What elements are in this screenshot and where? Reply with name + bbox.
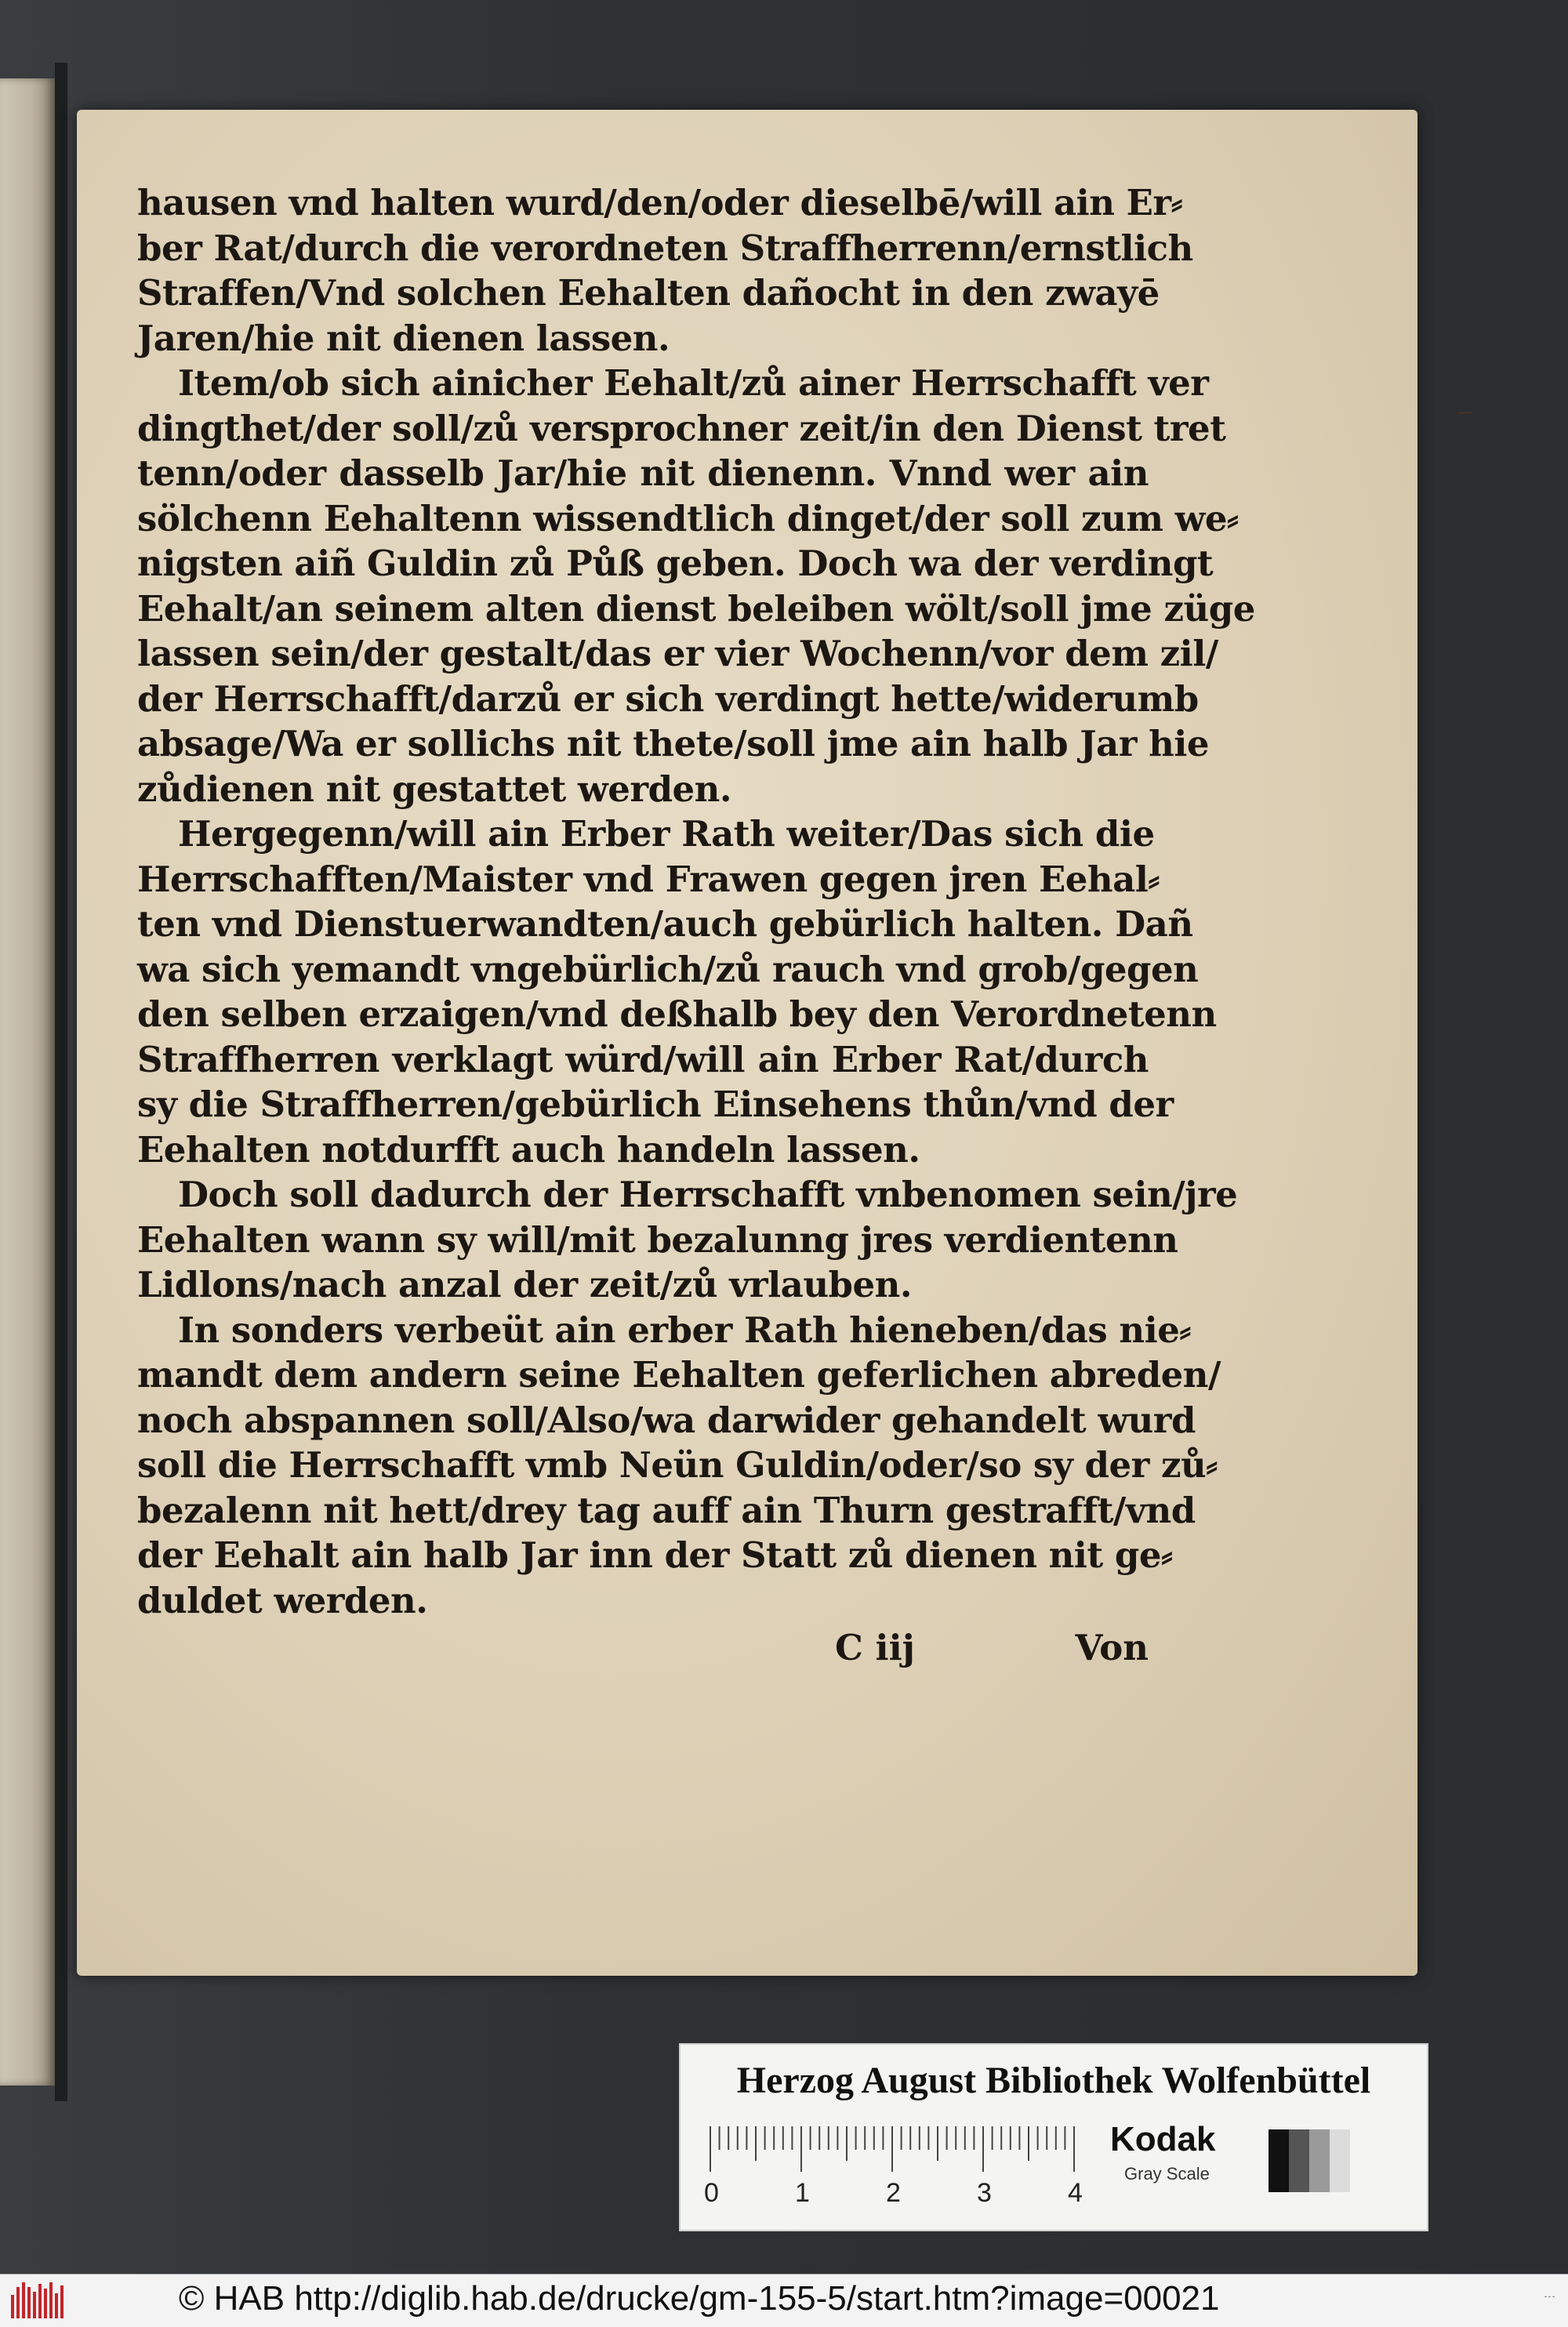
logo-bar	[27, 2287, 31, 2318]
measuring-ruler	[704, 2123, 1083, 2209]
ruler-number: 2	[886, 2178, 901, 2208]
ruler-number: 4	[1068, 2178, 1083, 2208]
previous-page-edge	[0, 78, 55, 2086]
ruler-number: 1	[795, 2178, 810, 2208]
text-line: Eehalten notdurfft auch handeln lassen.	[137, 1128, 920, 1171]
logo-bar	[49, 2282, 53, 2318]
text-line: Straffherren verklagt würd/will ain Erber Rat/durch	[137, 1038, 1149, 1080]
text-line: Herrschafften/Maister vnd Frawen gegen jren Eehal⸗	[137, 858, 1160, 900]
text-line: soll die Herrschafft vmb Neün Guldin/oder/so sy der zů⸗	[137, 1444, 1218, 1486]
text-line: In sonders verbeüt ain erber Rath hieneben/das nie⸗	[178, 1309, 1191, 1351]
text-line: Straffen/Vnd solchen Eehalten dañocht in den zwayē	[137, 272, 1160, 314]
catchword: Von	[1075, 1627, 1149, 1668]
text-line: der Eehalt ain halb Jar inn der Statt zů dienen nit ge⸗	[137, 1534, 1173, 1576]
logo-bar	[55, 2293, 58, 2318]
text-line: dingthet/der soll/zů versprochner zeit/in den Dienst tret	[137, 407, 1226, 449]
swatch-light-gray	[1330, 2129, 1350, 2192]
swatch-dark-gray	[1289, 2129, 1309, 2192]
ruler-number: 3	[977, 2178, 992, 2208]
text-line: Doch soll dadurch der Herrschafft vnbenomen sein/jre	[178, 1174, 1238, 1215]
logo-bar	[16, 2287, 20, 2318]
text-line: ber Rat/durch die verordneten Straffherrenn/ernstlich	[137, 227, 1193, 269]
text-line: nigsten aiñ Guldin zů Půß geben. Doch wa der verdingt	[137, 543, 1214, 584]
text-line: Lidlons/nach anzal der zeit/zů vrlauben.	[137, 1264, 913, 1305]
book-gutter	[55, 63, 67, 2101]
text-line: noch abspannen soll/Also/wa darwider gehandelt wurd	[137, 1399, 1196, 1441]
logo-bar	[11, 2295, 14, 2318]
hab-logo-icon	[9, 2282, 67, 2318]
logo-bar	[38, 2284, 42, 2318]
viewer-footer	[0, 2274, 1568, 2327]
logo-bar	[22, 2282, 25, 2318]
text-line: Hergegenn/will ain Erber Rath weiter/Das sich die	[178, 813, 1155, 855]
kodak-logo: Kodak	[1110, 2120, 1216, 2158]
text-line: lassen sein/der gestalt/das er vier Wochenn/vor dem zil/	[137, 633, 1218, 674]
ruler-number: 0	[704, 2178, 719, 2208]
text-line: tenn/oder dasselb Jar/hie nit dienenn. Vnnd wer ain	[137, 452, 1149, 494]
logo-bar	[44, 2289, 47, 2318]
page-text	[137, 180, 1255, 1623]
text-line: zůdienen nit gestattet werden.	[137, 768, 732, 810]
library-name: Herzog August Bibliothek Wolfenbüttel	[736, 2060, 1371, 2101]
swatch-mid-gray	[1309, 2129, 1330, 2192]
text-line: sölchenn Eehaltenn wissendtlich dinget/der soll zum we⸗	[137, 497, 1239, 539]
text-line: der Herrschafft/darzů er sich verdingt hette/widerumb	[137, 677, 1199, 720]
text-line: hausen vnd halten wurd/den/oder dieselbē/will ain Er⸗	[137, 182, 1183, 223]
logo-bar	[60, 2285, 64, 2318]
library-color-card	[679, 2043, 1428, 2231]
page-footer-line	[137, 1627, 1149, 1674]
footer-indicator: ⁃⁃⁃	[1544, 2293, 1555, 2302]
text-line: den selben erzaigen/vnd deßhalb bey den Verordnetenn	[137, 993, 1217, 1035]
gray-scale-swatches	[1269, 2129, 1350, 2192]
text-line: ten vnd Dienstuerwandten/auch gebürlich halten. Dañ	[137, 903, 1193, 945]
text-line: duldet werden.	[137, 1579, 428, 1621]
text-line: mandt dem andern seine Eehalten geferlichen abreden/	[137, 1354, 1221, 1396]
text-line: Eehalt/an seinem alten dienst beleiben wölt/soll jme züge	[137, 587, 1255, 630]
gray-scale-label: Gray Scale	[1124, 2164, 1210, 2184]
text-line: wa sich yemandt vngebürlich/zů rauch vnd grob/gegen	[137, 948, 1199, 990]
text-line: Eehalten wann sy will/mit bezalunng jres verdientenn	[137, 1218, 1178, 1261]
margin-mark	[1458, 412, 1472, 414]
text-line: Item/ob sich ainicher Eehalt/zů ainer Herrschafft ver	[178, 362, 1209, 404]
swatch-black	[1269, 2129, 1289, 2192]
text-line: Jaren/hie nit dienen lassen.	[137, 317, 670, 359]
copyright-url[interactable]: © HAB http://diglib.hab.de/drucke/gm-155-5/start.htm?image=00021	[179, 2279, 1220, 2318]
text-line: sy die Straffherren/gebürlich Einsehens thůn/vnd der	[137, 1084, 1174, 1125]
logo-bar	[33, 2292, 36, 2318]
text-line: bezalenn nit hett/drey tag auff ain Thurn gestrafft/vnd	[137, 1489, 1196, 1531]
signature-mark: C iij	[835, 1627, 915, 1668]
text-line: absage/Wa er sollichs nit thete/soll jme ain halb Jar hie	[137, 723, 1210, 764]
